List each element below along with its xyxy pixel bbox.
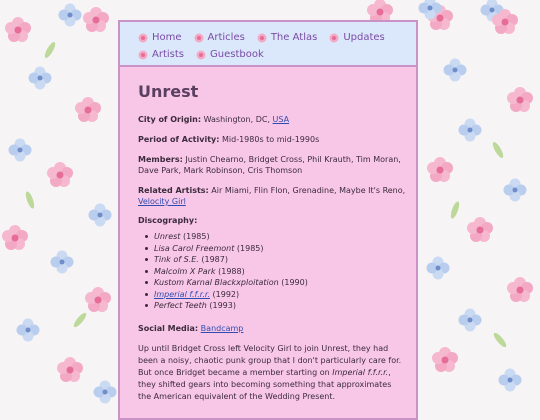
album-year: (1985) — [183, 232, 210, 241]
members-label: Members: — [138, 155, 183, 164]
nav-label: Home — [152, 31, 182, 43]
period-label: Period of Activity: — [138, 135, 220, 144]
album-year: (1992) — [212, 289, 240, 299]
list-item — [154, 231, 406, 243]
nav-label: Articles — [207, 31, 245, 43]
nav-label: Artists — [152, 48, 184, 60]
list-item — [154, 243, 406, 255]
origin-label: City of Origin: — [138, 115, 202, 124]
members-field — [138, 154, 406, 176]
album-title: Tink of S.E. — [154, 255, 199, 264]
album-title: Unrest — [154, 232, 181, 241]
top-navigation — [120, 22, 416, 67]
nav-item-guestbook[interactable] — [196, 49, 264, 61]
nav-label: Updates — [343, 31, 385, 43]
album-year: (1987) — [201, 255, 228, 264]
album-year: (1988) — [218, 266, 245, 276]
discography-list — [138, 231, 406, 312]
bandcamp-link[interactable]: Bandcamp — [200, 323, 244, 333]
album-title: Lisa Carol Freemont — [154, 243, 235, 253]
flower-icon — [257, 33, 267, 43]
related-value: Air Miami, Flin Flon, Grenadine, Maybe It's Reno, — [211, 186, 406, 195]
flower-icon — [138, 50, 148, 60]
nav-row-1 — [138, 29, 408, 46]
social-field — [138, 323, 406, 334]
period-field — [138, 134, 406, 145]
related-field — [138, 185, 406, 207]
nav-item-updates[interactable] — [329, 32, 384, 44]
flower-icon — [196, 50, 206, 60]
discography-label: Discography: — [138, 216, 198, 225]
flower-icon — [194, 33, 204, 43]
bio-text-2: , they shifted gears into becoming something that approximates the American equivalent of the Wedding Present. — [138, 367, 392, 401]
bio-emphasis: Imperial f.f.r.r. — [332, 367, 389, 377]
bio-text-1: Up until Bridget Cross left Velocity Girl to join Unrest, they had been a noisy, chaotic punk group that I don't particularly care for. But once Bridget became a member starting on — [138, 343, 402, 377]
album-title: Perfect Teeth — [154, 301, 207, 310]
album-year: (1990) — [281, 278, 308, 287]
origin-value: Washington, DC, — [203, 115, 270, 124]
list-item — [154, 289, 406, 301]
list-item — [154, 266, 406, 278]
nav-item-home[interactable] — [138, 32, 182, 44]
page-title: Unrest — [138, 82, 199, 101]
album-year: (1993) — [209, 301, 236, 310]
album-link[interactable] — [154, 290, 210, 299]
nav-item-artists[interactable] — [138, 49, 184, 61]
nav-item-the-atlas[interactable] — [257, 32, 317, 44]
members-value: Justin Chearno, Bridget Cross, Phil Krauth, Tim Moran, Dave Park, Mark Robinson, Cris Thomson — [138, 155, 401, 175]
list-item — [154, 277, 406, 289]
article-content — [138, 82, 406, 403]
nav-label: Guestbook — [210, 48, 264, 60]
social-label: Social Media: — [138, 323, 199, 333]
nav-item-articles[interactable] — [194, 32, 245, 44]
flower-icon — [329, 33, 339, 43]
album-title: Imperial f.f.r.r. — [154, 289, 210, 299]
flower-icon — [138, 33, 148, 43]
album-title: Kustom Karnal Blackxploitation — [154, 278, 279, 287]
origin-link[interactable]: USA — [272, 115, 290, 124]
album-title: Malcolm X Park — [154, 266, 216, 276]
related-label: Related Artists: — [138, 186, 209, 195]
nav-label: The Atlas — [270, 31, 318, 43]
origin-field — [138, 114, 406, 125]
bio-paragraph — [138, 343, 406, 403]
content-panel — [118, 20, 418, 420]
album-year: (1985) — [236, 243, 264, 253]
nav-row-2 — [138, 46, 408, 63]
period-value: Mid-1980s to mid-1990s — [222, 135, 320, 144]
list-item — [154, 300, 406, 312]
related-link[interactable]: Velocity Girl — [138, 197, 186, 206]
list-item — [154, 254, 406, 266]
